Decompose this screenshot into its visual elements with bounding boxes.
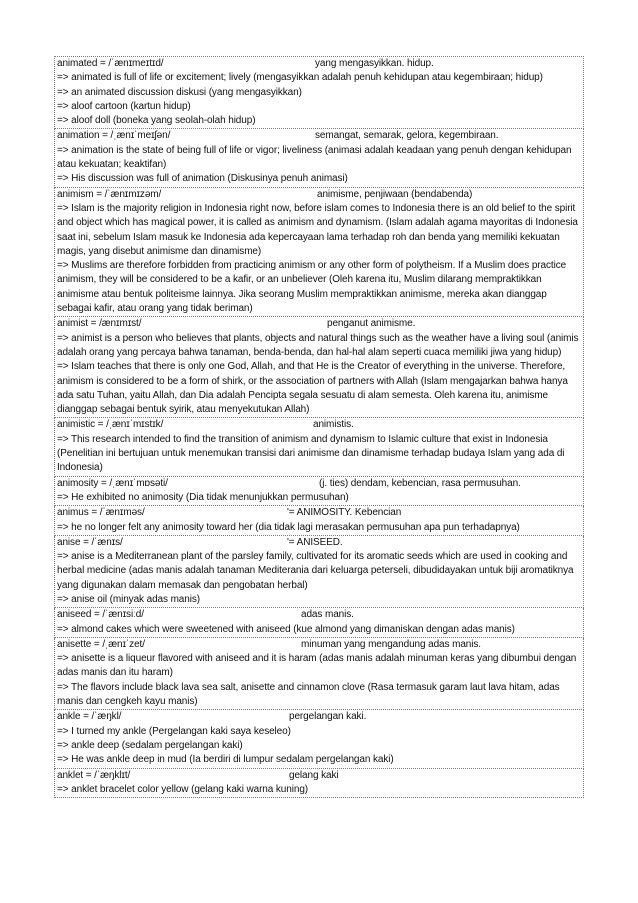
gloss: semangat, semarak, gelora, kegembiraan.	[315, 130, 499, 142]
dictionary-entry	[54, 418, 584, 476]
headword: anise = /ˈænɪs/	[57, 536, 123, 548]
example-line: => Muslims are therefore forbidden from practicing animism or any other form of polytheism. If a Muslim does practice animism, they will be considered to be a kafir, or an unbeliever (Oleh karena itu, Muslim dilarang mempraktikkan animisme atau bentuk politeisme lainnya. Jika seorang Muslim mempraktikkan animisme, mereka akan dianggap sebagai kafir, atau orang yang tidak beriman)	[57, 260, 567, 315]
entry-headline	[57, 57, 582, 71]
example-line: => anise is a Mediterranean plant of the parsley family, cultivated for its aromatic seeds which are used in cooking and herbal medicine (adas manis adalah tanaman Mediterania dari keluarga peterseli, dibudidayakan untuk biji aromatiknya yang digunakan dalam memasak dan pengobatan herbal)	[57, 551, 574, 591]
headword: animus = /ˈænɪməs/	[57, 507, 145, 519]
dictionary-entry	[54, 477, 584, 507]
entry-headline	[57, 769, 582, 783]
dictionary-entry	[54, 317, 584, 418]
example-line: => anisette is a liqueur flavored with aniseed and it is haram (adas manis adalah minuman keras yang dibumbui dengan adas manis dan itu haram)	[57, 653, 577, 679]
example-line: => Islam teaches that there is only one God, Allah, and that He is the Creator of everything in the universe. Therefore, animism is considered to be a form of shirk, or the association of partners with Allah (Islam mengajarkan bahwa hanya ada satu Tuhan, yaitu Allah, dan Dia adalah Pencipta segala sesuatu di alam semesta. Oleh karena itu, animisme dianggap sebagai bentuk syirik, atau menyekutukan Allah)	[57, 361, 568, 416]
dictionary-entry	[54, 536, 584, 608]
gloss: penganut animisme.	[327, 318, 416, 330]
headword: animation = /ˌænɪˈmeɪʃən/	[57, 130, 171, 142]
example-line: => The flavors include black lava sea salt, anisette and cinnamon clove (Rasa termasuk garam laut lava hitam, adas manis dan cengkeh kayu manis)	[57, 681, 560, 708]
dictionary-entry	[54, 638, 584, 710]
headword: anisette = /ˌænɪˈzet/	[57, 638, 145, 650]
example-line: => He was ankle deep in mud (Ia berdiri di lumpur sedalam pergelangan kaki)	[57, 754, 394, 766]
gloss: minuman yang mengandung adas manis.	[301, 638, 481, 650]
gloss: adas manis.	[301, 609, 354, 621]
headword: anklet = /ˈæŋklɪt/	[57, 769, 131, 781]
example-line: => aloof doll (boneka yang seolah-olah hidup)	[57, 115, 256, 127]
example-line: => animation is the state of being full of life or vigor; liveliness (animasi adalah keadaan yang penuh dengan kehidupan atau kekuatan; keaktifan)	[57, 144, 572, 171]
entry-headline	[57, 710, 582, 724]
gloss: animistis.	[313, 419, 354, 431]
example-line: => aloof cartoon (kartun hidup)	[57, 100, 191, 112]
entry-headline	[57, 638, 582, 652]
example-line: => an animated discussion diskusi (yang mengasyikkan)	[57, 86, 302, 98]
example-line: => almond cakes which were sweetened with aniseed (kue almond yang dimaniskan dengan adas manis)	[57, 623, 515, 635]
entry-headline	[57, 477, 582, 491]
dictionary-entry	[54, 710, 584, 768]
dictionary-entry	[54, 188, 584, 318]
entry-headline	[57, 188, 582, 202]
example-line: => animist is a person who believes that plants, objects and natural things such as the weather have a living soul (animis adalah orang yang percaya bahwa tanaman, benda-benda, dan hal-hal alam seperti cuaca memiliki jiwa yang hidup)	[57, 332, 579, 358]
headword: animistic = /ˌænɪˈmɪstɪk/	[57, 419, 164, 431]
dictionary-page	[54, 56, 584, 798]
gloss: (j. ties) dendam, kebencian, rasa permusuhan.	[319, 477, 521, 489]
dictionary-entry	[54, 769, 584, 799]
entry-headline	[57, 129, 582, 143]
dictionary-entry	[54, 129, 584, 187]
dictionary-entry	[54, 56, 584, 129]
entry-headline	[57, 608, 582, 622]
gloss: yang mengasyikkan. hidup.	[315, 58, 434, 69]
headword: ankle = /ˈæŋkl/	[57, 711, 122, 723]
gloss: pergelangan kaki.	[289, 711, 367, 723]
dictionary-entry	[54, 506, 584, 536]
gloss: animisme, penjiwaan (bendabenda)	[317, 188, 473, 200]
example-line: => His discussion was full of animation (Diskusinya penuh animasi)	[57, 173, 348, 185]
gloss: '= ANIMOSITY. Kebencian	[287, 507, 402, 519]
entry-headline	[57, 317, 582, 331]
headword: animated = /ˈænɪmeɪtɪd/	[57, 58, 164, 69]
headword: aniseed = /ˈænɪsiːd/	[57, 609, 144, 621]
example-line: => He exhibited no animosity (Dia tidak menunjukkan permusuhan)	[57, 491, 349, 503]
entry-headline	[57, 536, 582, 550]
example-line: => This research intended to find the transition of animism and dynamism to Islamic culture that exist in Indonesia (Penelitian ini bertujuan untuk menemukan transisi dari animisme dan dinamisme terhadap budaya Islam yang ada di Indonesia)	[57, 433, 565, 474]
entry-headline	[57, 418, 582, 432]
dictionary-entry	[54, 608, 584, 638]
headword: animism = /ˈænɪmɪzəm/	[57, 188, 162, 200]
entry-headline	[57, 506, 582, 520]
headword: animist = /ænɪmɪst/	[57, 318, 142, 330]
example-line: => animated is full of life or excitement; lively (mengasyikkan adalah penuh kehidupan atau kegembiraan; hidup)	[57, 72, 543, 84]
headword: animosity = /ˌænɪˈmɒsəti/	[57, 477, 168, 489]
gloss: gelang kaki	[289, 769, 339, 781]
example-line: => ankle deep (sedalam pergelangan kaki)	[57, 739, 243, 751]
example-line: => he no longer felt any animosity toward her (dia tidak lagi merasakan permusuhan apa pun terhadapnya)	[57, 521, 520, 533]
example-line: => anklet bracelet color yellow (gelang kaki warna kuning)	[57, 783, 309, 795]
gloss: '= ANISEED.	[287, 536, 343, 548]
example-line: => I turned my ankle (Pergelangan kaki saya keseleo)	[57, 725, 291, 737]
example-line: => Islam is the majority religion in Indonesia right now, before islam comes to Indonesia there is an old belief to the spirit and object which has magical power, it is called as animism and dynamism. (Islam adalah agama mayoritas di Indonesia saat ini, sebelum Islam masuk ke Indonesia ada kepercayaan lama terhadap roh dan benda yang memiliki kekuatan magis, yang disebut animisme dan dinamisme)	[57, 202, 578, 257]
example-line: => anise oil (minyak adas manis)	[57, 593, 200, 605]
